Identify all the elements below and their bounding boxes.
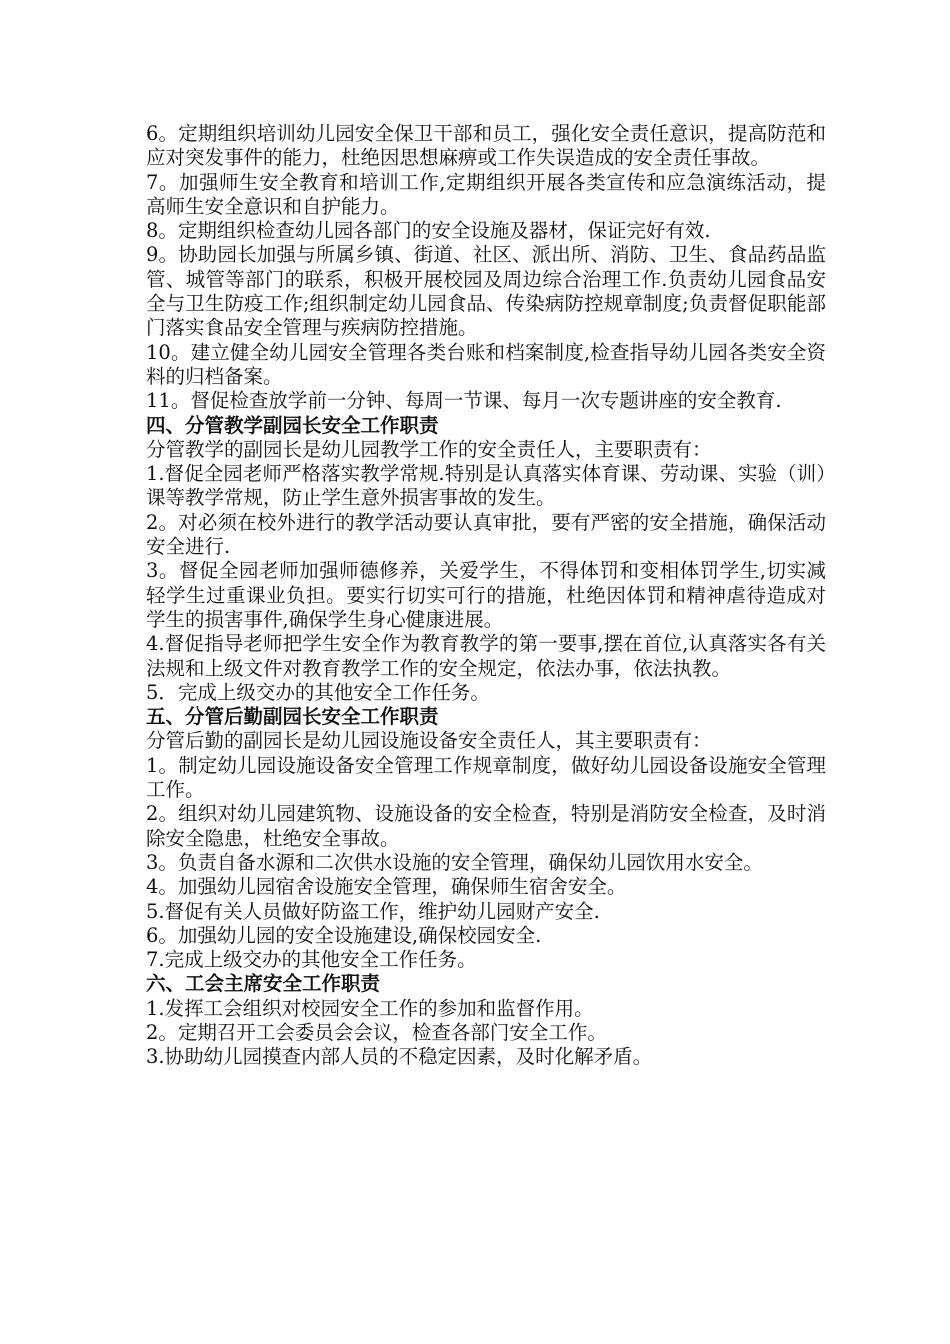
section-heading-6: 六、工会主席安全工作职责 bbox=[146, 972, 381, 996]
section-5-item-7: 7.完成上级交办的其他安全工作任务。 bbox=[146, 948, 477, 972]
section-6-item-3: 3.协助幼儿园摸查内部人员的不稳定因素，及时化解矛盾。 bbox=[146, 1045, 653, 1069]
section-4-item-5: 5．完成上级交办的其他安全工作任务。 bbox=[146, 680, 490, 704]
section-6-item-1: 1.发挥工会组织对校园安全工作的参加和监督作用。 bbox=[146, 996, 594, 1020]
section-4-intro: 分管教学的副园长是幼儿园教学工作的安全责任人，主要职责有： bbox=[146, 437, 712, 461]
paragraph-8: 8。定期组织检查幼儿园各部门的安全设施及器材，保证完好有效. bbox=[146, 219, 711, 243]
section-5-item-5: 5.督促有关人员做好防盗工作，维护幼儿园财产安全. bbox=[146, 899, 600, 923]
section-5-item-4: 4。加强幼儿园宿舍设施安全管理，确保师生宿舍安全。 bbox=[146, 875, 627, 899]
section-4-item-3: 3。督促全园老师加强师德修养，关爱学生，不得体罚和变相体罚学生,切实减轻学生过重课业负担。要实行切实可行的措施，杜绝因体罚和精神虐待造成对学生的损害事件,确保学生身心健康进展。 bbox=[146, 559, 826, 631]
section-4-item-4: 4.督促指导老师把学生安全作为教育教学的第一要事,摆在首位,认真落实各有关法规和上级文件对教育教学工作的安全规定，依法办事，依法执教。 bbox=[146, 632, 826, 680]
section-heading-5: 五、分管后勤副园长安全工作职责 bbox=[146, 705, 439, 729]
paragraph-10: 10。建立健全幼儿园安全管理各类台账和档案制度,检查指导幼儿园各类安全资料的归档备案。 bbox=[146, 340, 826, 388]
section-5-item-6: 6。加强幼儿园的安全设施建设,确保校园安全. bbox=[146, 923, 542, 947]
section-5-item-1: 1。制定幼儿园设施设备安全管理工作规章制度，做好幼儿园设备设施安全管理工作。 bbox=[146, 753, 826, 802]
section-heading-4: 四、分管教学副园长安全工作职责 bbox=[146, 413, 439, 437]
document-body bbox=[146, 122, 826, 1070]
section-4-item-1: 1.督促全园老师严格落实教学常规.特别是认真落实体育课、劳动课、实验（训）课等教学常规，防止学生意外损害事故的发生。 bbox=[146, 462, 826, 510]
section-5-item-3: 3。负责自备水源和二次供水设施的安全管理，确保幼儿园饮用水安全。 bbox=[146, 850, 763, 874]
paragraph-7: 7。加强师生安全教育和培训工作,定期组织开展各类宣传和应急演练活动，提高师生安全意识和自护能力。 bbox=[146, 170, 826, 218]
paragraph-11: 11。督促检查放学前一分钟、每周一节课、每月一次专题讲座的安全教育. bbox=[146, 389, 782, 413]
paragraph-9: 9。协助园长加强与所属乡镇、街道、社区、派出所、消防、卫生、食品药品监管、城管等部门的联系，积极开展校园及周边综合治理工作.负责幼儿园食品安全与卫生防疫工作;组织制定幼儿园食品、传染病防控规章制度;负责督促职能部门落实食品安全管理与疾病防控措施。 bbox=[146, 243, 826, 340]
section-5-intro: 分管后勤的副园长是幼儿园设施设备安全责任人，其主要职责有： bbox=[146, 729, 712, 753]
section-4-item-2: 2。对必须在校外进行的教学活动要认真审批，要有严密的安全措施，确保活动安全进行. bbox=[146, 510, 826, 559]
section-5-item-2: 2。组织对幼儿园建筑物、设施设备的安全检查，特别是消防安全检查，及时消除安全隐患，杜绝安全事故。 bbox=[146, 802, 826, 850]
paragraph-6: 6。定期组织培训幼儿园安全保卫干部和员工，强化安全责任意识，提高防范和应对突发事件的能力，杜绝因思想麻痹或工作失误造成的安全责任事故。 bbox=[146, 122, 826, 170]
section-6-item-2: 2。定期召开工会委员会会议，检查各部门安全工作。 bbox=[146, 1020, 607, 1044]
